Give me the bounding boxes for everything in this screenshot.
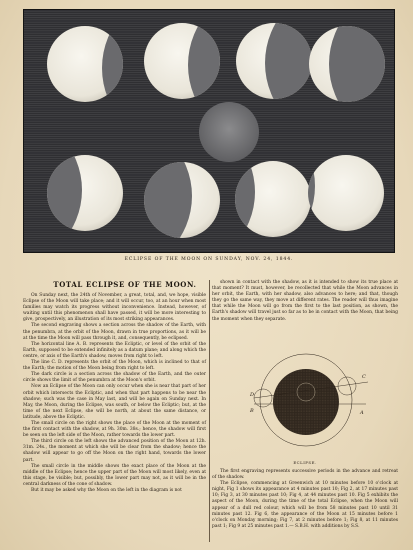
paragraph: Now an Eclipse of the Moon can only occur when she is near that part of her orbit which intersects the Ecliptic, and when that part happens to be near the shadow; such was the case in May last, and will be again on Sunday next. In May, the Moon, during the Eclipse, was south, or below the Ecliptic; but, at the time of the next Eclipse, she will be north, at about the same distance, or latitude, above the Ecliptic. <box>23 384 206 420</box>
eclipse-phases-engraving <box>23 9 395 253</box>
paragraph: The Eclipse, commencing at Greenwich at 10 minutes before 10 o'clock at night, Fig 1 shows its appearance at 4 minutes past 10; Fig 2, at 17 minutes past 10; Fig 3, at 30 minutes past 10; Fig 4, at 44 minutes past 10. Fig 5 exhibits the aspect of the Moon, during the time of the total Eclipse, when the Moon will appear of a dull red colour, which will be from 58 minutes past 10 until 31 minutes past 12. Fig 6, the appearance of the Moon at 15 minutes before 1 o'clock on Monday morning; Fig 7, at 2 minutes before 1; Fig 8, at 11 minutes past 1; Fig 9 at 25 minutes past 1.— S.B.H. with additions by S.S. <box>212 481 398 529</box>
paragraph: The first engraving represents successive periods in the advance and retreat of the shadow. <box>212 469 398 481</box>
paragraph: shown in contact with the shadow, as it is intended to show its true place at that moment? It must, however, be recollected that while the Moon advances in her orbit, the Earth, with her shadow, also advances to here; and that, though they go the same way, they move at different rates. The reader will thus imagine that while the Moon will go from the first to the last position, as shown, the Earth's shadow will travel just so far as to be in contact with the Moon, that being the moment when they separate. <box>212 280 398 322</box>
paragraph: The second engraving shows a section across the shadow of the Earth, with the penumbra, at the orbit of the Moon, drawn in true proportions, as it will be at the time the Moon will pass through it, and, consequently, be eclipsed. <box>23 323 206 341</box>
label-d: D <box>250 392 255 398</box>
umbra-circle <box>273 369 339 435</box>
paragraph: The line C. D. represents the orbit of the Moon, which is inclined to that of the Earth; the motion of the Moon being from right to left. <box>23 360 206 372</box>
article-title: TOTAL ECLIPSE OF THE MOON. <box>53 280 197 289</box>
eclipse-phases-illustration <box>24 10 395 253</box>
paragraph: But it may be asked why the Moon on the left in the diagram is not <box>31 488 182 493</box>
label-a: A <box>360 410 364 416</box>
label-b: B <box>250 408 254 414</box>
paragraph: The third circle on the left shows the advanced position of the Moon at 12h. 31m. 24s., the moment at which she will be clear from the shadow; hence the shadow will appear to go off the Moon on the right hand, towards the lower part. <box>23 439 206 463</box>
paragraph: The small circle in the middle shows the exact place of the Moon at the middle of the Eclipse; hence the upper part of the Moon will most likely, even at this stage, be visible; but, possibly, the lower part may not, as it will be in the central darkness of the cone of shadow. <box>23 463 206 487</box>
diagram-caption: ECLIPSE. <box>293 460 317 465</box>
phase-5-total-moon <box>199 102 259 162</box>
eclipse-diagram-svg <box>248 342 374 454</box>
paragraph: On Sunday next, the 24th of November, a great, total, and, we hope, visible Eclipse of the Moon will take place; and it will occur, too, at an hour when most families may watch its progress without inconvenience. Instead, however, of waiting until this phenomenon shall have passed, it will be more interesting to give, prospectively, an illustration of its most striking appearances. <box>23 293 206 323</box>
paragraph: The horizontal line A. B. represents the Ecliptic, or level of the orbit of the Earth, supposed to be extended infinitely as a datum plane; and along which the centre, or axis of the Earth's shadow, moves from right to left. <box>23 341 206 359</box>
right-column-bottom <box>212 469 398 530</box>
engraving-caption: ECLIPSE OF THE MOON ON SUNDAY, NOV. 24, 1844. <box>124 257 294 262</box>
label-c: C <box>362 374 366 380</box>
left-column <box>23 293 206 494</box>
column-rule <box>209 280 210 542</box>
paragraph: The small circle on the right shows the place of the Moon at the moment of the first contact with the shadow, at 9h. 30m. 38s.; hence, the shadow will first be seen on the left side of the Moon, rather towards the lower part. <box>23 420 206 439</box>
paragraph: The dark circle is a section across the shadow of the Earth, and the outer circle shows the limit of the penumbra at the Moon's orbit. <box>23 372 206 384</box>
eclipse-diagram <box>248 342 374 454</box>
moon-last-contact <box>254 389 272 407</box>
right-column-top <box>212 280 398 323</box>
